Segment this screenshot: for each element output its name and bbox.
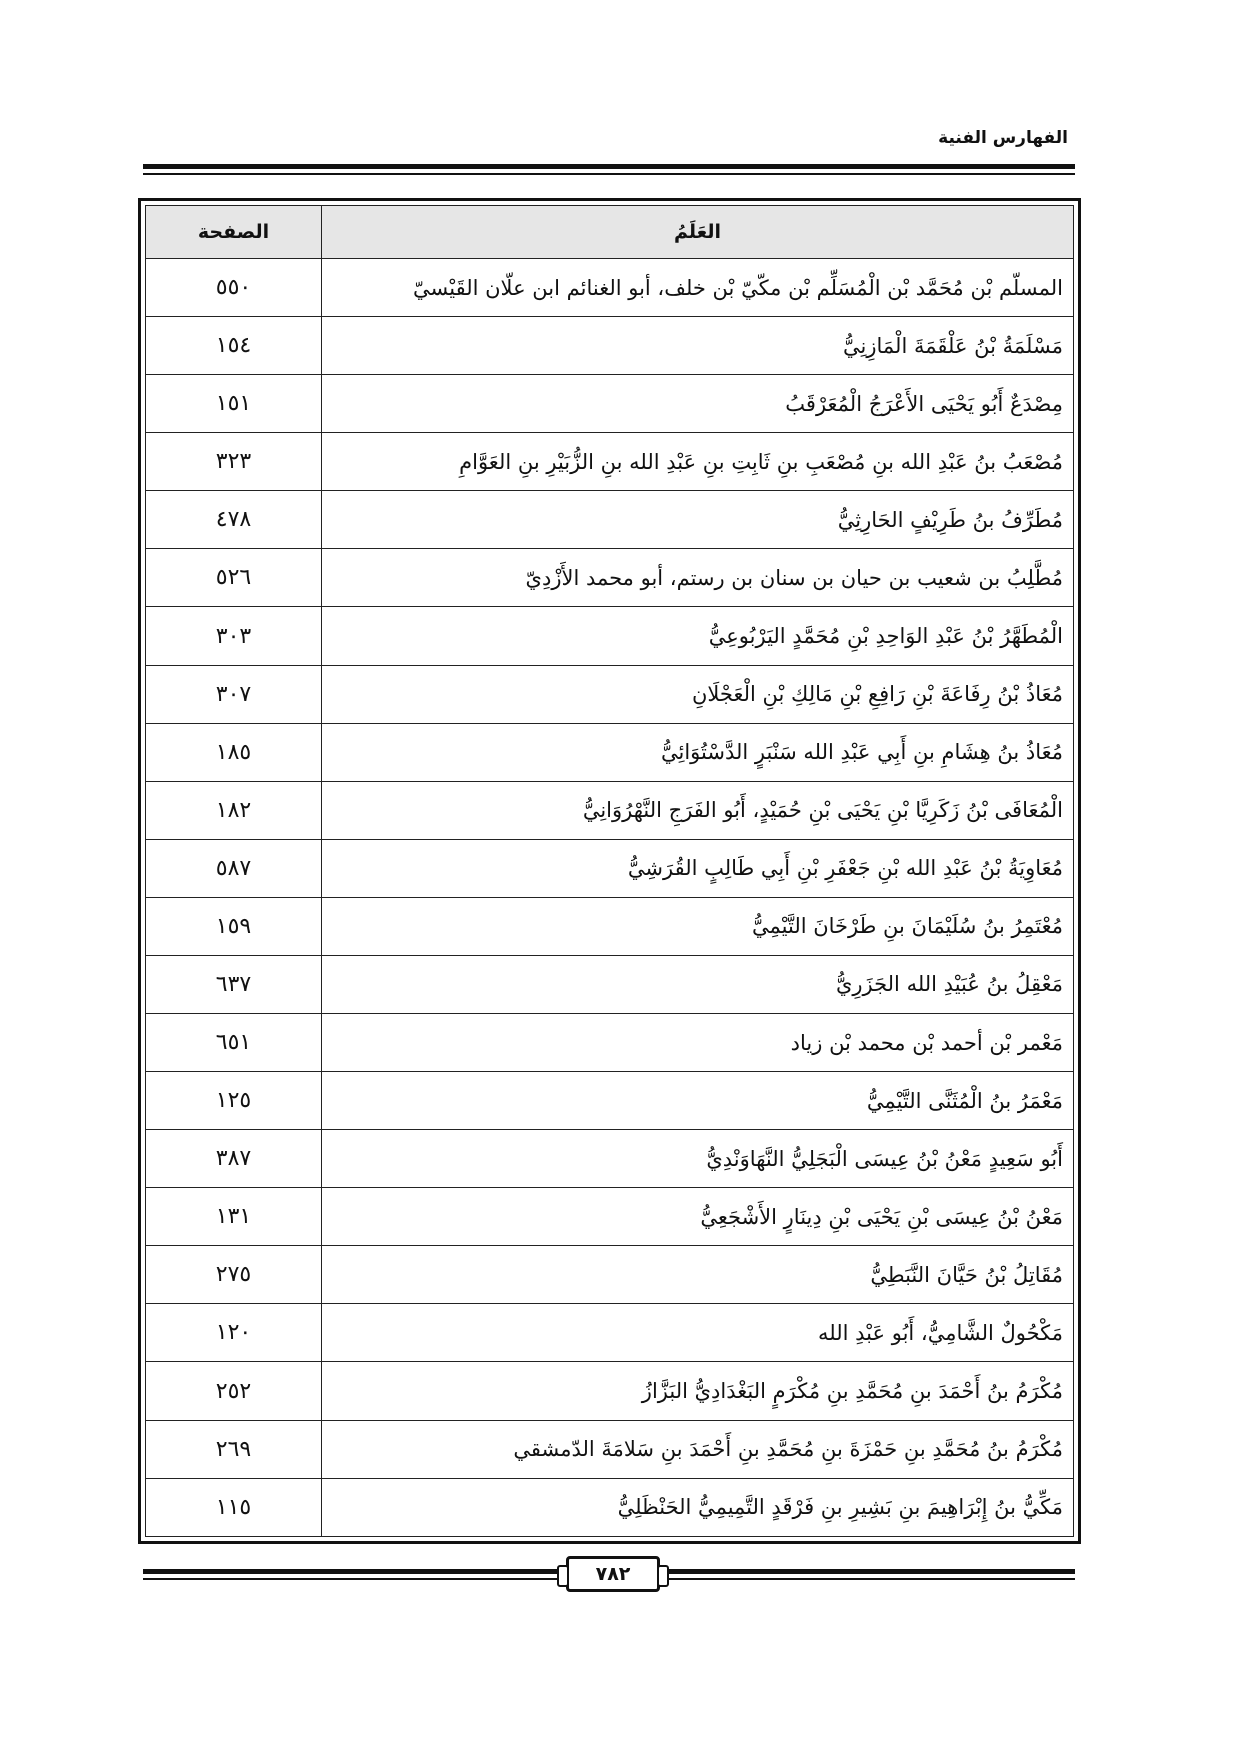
page-number: ٧٨٢ (566, 1556, 660, 1592)
page-number-cell: ٤٧٨ (146, 491, 322, 549)
page-number-cell: ٢٥٢ (146, 1362, 322, 1420)
table-row (146, 317, 1074, 375)
index-table (145, 205, 1074, 1537)
page-number-cell: ٥٢٦ (146, 549, 322, 607)
page-number-cell: ١٥٩ (146, 897, 322, 955)
page-number-cell: ١٨٢ (146, 781, 322, 839)
index-table-frame (138, 198, 1081, 1544)
page-number-cell: ١١٥ (146, 1478, 322, 1536)
table-row (146, 723, 1074, 781)
header-divider-thick (143, 164, 1075, 169)
table-row (146, 897, 1074, 955)
page-number-cell: ١٢٥ (146, 1072, 322, 1130)
table-row (146, 1072, 1074, 1130)
page-number-cell: ٣٠٧ (146, 665, 322, 723)
table-row (146, 375, 1074, 433)
person-name-cell: مُصْعَبُ بنُ عَبْدِ الله بنِ مُصْعَبِ بنِ ثَابِتِ بنِ عَبْدِ الله بنِ الزُّبَيْرِ بنِ العَوَّامِ (322, 433, 1074, 491)
table-row (146, 491, 1074, 549)
person-name-cell: مُطَّلِبُ بن شعيب بن حيان بن سنان بن رستم، أبو محمد الأَزْدِيّ (322, 549, 1074, 607)
person-name-cell: مُطَرِّفُ بنُ طَرِيْفٍ الحَارِثِيُّ (322, 491, 1074, 549)
person-name-cell: مُعْتَمِرُ بنُ سُلَيْمَانَ بنِ طَرْخَانَ التَّيْمِيُّ (322, 897, 1074, 955)
table-row (146, 665, 1074, 723)
table-row (146, 955, 1074, 1013)
footer-divider-left-thin (143, 1578, 561, 1580)
person-name-cell: مَسْلَمَةُ بْنُ عَلْقَمَةَ الْمَازِنِيُّ (322, 317, 1074, 375)
header-divider-thin (143, 173, 1075, 175)
footer-divider-left (143, 1569, 561, 1574)
page-number-cell: ٣٠٣ (146, 607, 322, 665)
page-number-cell: ١٣١ (146, 1188, 322, 1246)
page-number-cell: ٣٨٧ (146, 1130, 322, 1188)
person-name-cell: مُقَاتِلُ بْنُ حَيَّانَ النَّبَطِيُّ (322, 1246, 1074, 1304)
column-header-page: الصفحة (146, 206, 322, 259)
footer-divider-right-thin (664, 1578, 1075, 1580)
running-header-title: الفهارس الفنية (938, 128, 1068, 148)
table-row (146, 433, 1074, 491)
page-number-cell: ٢٧٥ (146, 1246, 322, 1304)
table-header-row (146, 206, 1074, 259)
person-name-cell: مَعْمَرُ بنُ الْمُثَنَّى التَّيْمِيُّ (322, 1072, 1074, 1130)
page-number-cell: ٥٥٠ (146, 259, 322, 317)
person-name-cell: مِصْدَعٌ أَبُو يَحْيَى الأَعْرَجُ الْمُعَرْقَبُ (322, 375, 1074, 433)
table-row (146, 1188, 1074, 1246)
page-number-cell: ٣٢٣ (146, 433, 322, 491)
person-name-cell: مَعْنُ بْنُ عِيسَى بْنِ يَحْيَى بْنِ دِينَارٍ الأَشْجَعِيُّ (322, 1188, 1074, 1246)
table-row (146, 607, 1074, 665)
person-name-cell: مَكِّيُّ بنُ إِبْرَاهِيمَ بنِ بَشِيرِ بنِ فَرْقَدٍ التَّمِيمِيُّ الحَنْظَلِيُّ (322, 1478, 1074, 1536)
table-row (146, 839, 1074, 897)
person-name-cell: الْمُطَهَّرُ بْنُ عَبْدِ الوَاحِدِ بْنِ مُحَمَّدٍ اليَرْبُوعِيُّ (322, 607, 1074, 665)
table-row (146, 1014, 1074, 1072)
person-name-cell: مُكْرَمُ بنُ أَحْمَدَ بنِ مُحَمَّدِ بنِ مُكْرَمٍ البَغْدَادِيُّ البَزَّازُ (322, 1362, 1074, 1420)
person-name-cell: مُعَاذُ بنُ هِشَامِ بنِ أَبِي عَبْدِ الله سَنْبَرٍ الدَّسْتُوَائِيُّ (322, 723, 1074, 781)
person-name-cell: مَكْحُولٌ الشَّامِيُّ، أَبُو عَبْدِ الله (322, 1304, 1074, 1362)
column-header-name: العَلَمُ (322, 206, 1074, 259)
person-name-cell: مُكْرَمُ بنُ مُحَمَّدِ بنِ حَمْزَةَ بنِ مُحَمَّدِ بنِ أَحْمَدَ بنِ سَلامَةَ الدّمشقي (322, 1420, 1074, 1478)
table-row (146, 549, 1074, 607)
page-number-cell: ١٥٤ (146, 317, 322, 375)
page-number-cell: ١٢٠ (146, 1304, 322, 1362)
person-name-cell: مُعَاوِيَةُ بْنُ عَبْدِ الله بْنِ جَعْفَرِ بْنِ أَبِي طَالِبٍ القُرَشِيُّ (322, 839, 1074, 897)
person-name-cell: المسلّم بْن مُحَمَّد بْن الْمُسَلِّم بْن مكّيّ بْن خلف، أبو الغنائم ابن علّان القَيْسيّ (322, 259, 1074, 317)
page-number-cell: ١٥١ (146, 375, 322, 433)
page-number-cell: ٥٨٧ (146, 839, 322, 897)
table-row (146, 1362, 1074, 1420)
table-row (146, 1420, 1074, 1478)
table-row (146, 1130, 1074, 1188)
person-name-cell: أَبُو سَعِيدٍ مَعْنُ بْنُ عِيسَى الْبَجَلِيُّ النَّهَاوَنْدِيُّ (322, 1130, 1074, 1188)
page-number-cell: ٦٣٧ (146, 955, 322, 1013)
person-name-cell: الْمُعَافَى بْنُ زَكَرِيَّا بْنِ يَحْيَى بْنِ حُمَيْدٍ، أَبُو الفَرَجِ النَّهْرُوَانِيُّ (322, 781, 1074, 839)
table-row (146, 259, 1074, 317)
person-name-cell: مَعْقِلُ بنُ عُبَيْدِ الله الجَزَرِيُّ (322, 955, 1074, 1013)
footer-divider-right (664, 1569, 1075, 1574)
table-row (146, 781, 1074, 839)
page-number-cell: ١٨٥ (146, 723, 322, 781)
table-row (146, 1304, 1074, 1362)
page-number-cell: ٦٥١ (146, 1014, 322, 1072)
table-row (146, 1246, 1074, 1304)
person-name-cell: مُعَاذُ بْنُ رِفَاعَةَ بْنِ رَافِعِ بْنِ مَالِكِ بْنِ الْعَجْلَانِ (322, 665, 1074, 723)
table-row (146, 1478, 1074, 1536)
page-number-cell: ٢٦٩ (146, 1420, 322, 1478)
person-name-cell: مَعْمر بْن أحمد بْن محمد بْن زياد (322, 1014, 1074, 1072)
